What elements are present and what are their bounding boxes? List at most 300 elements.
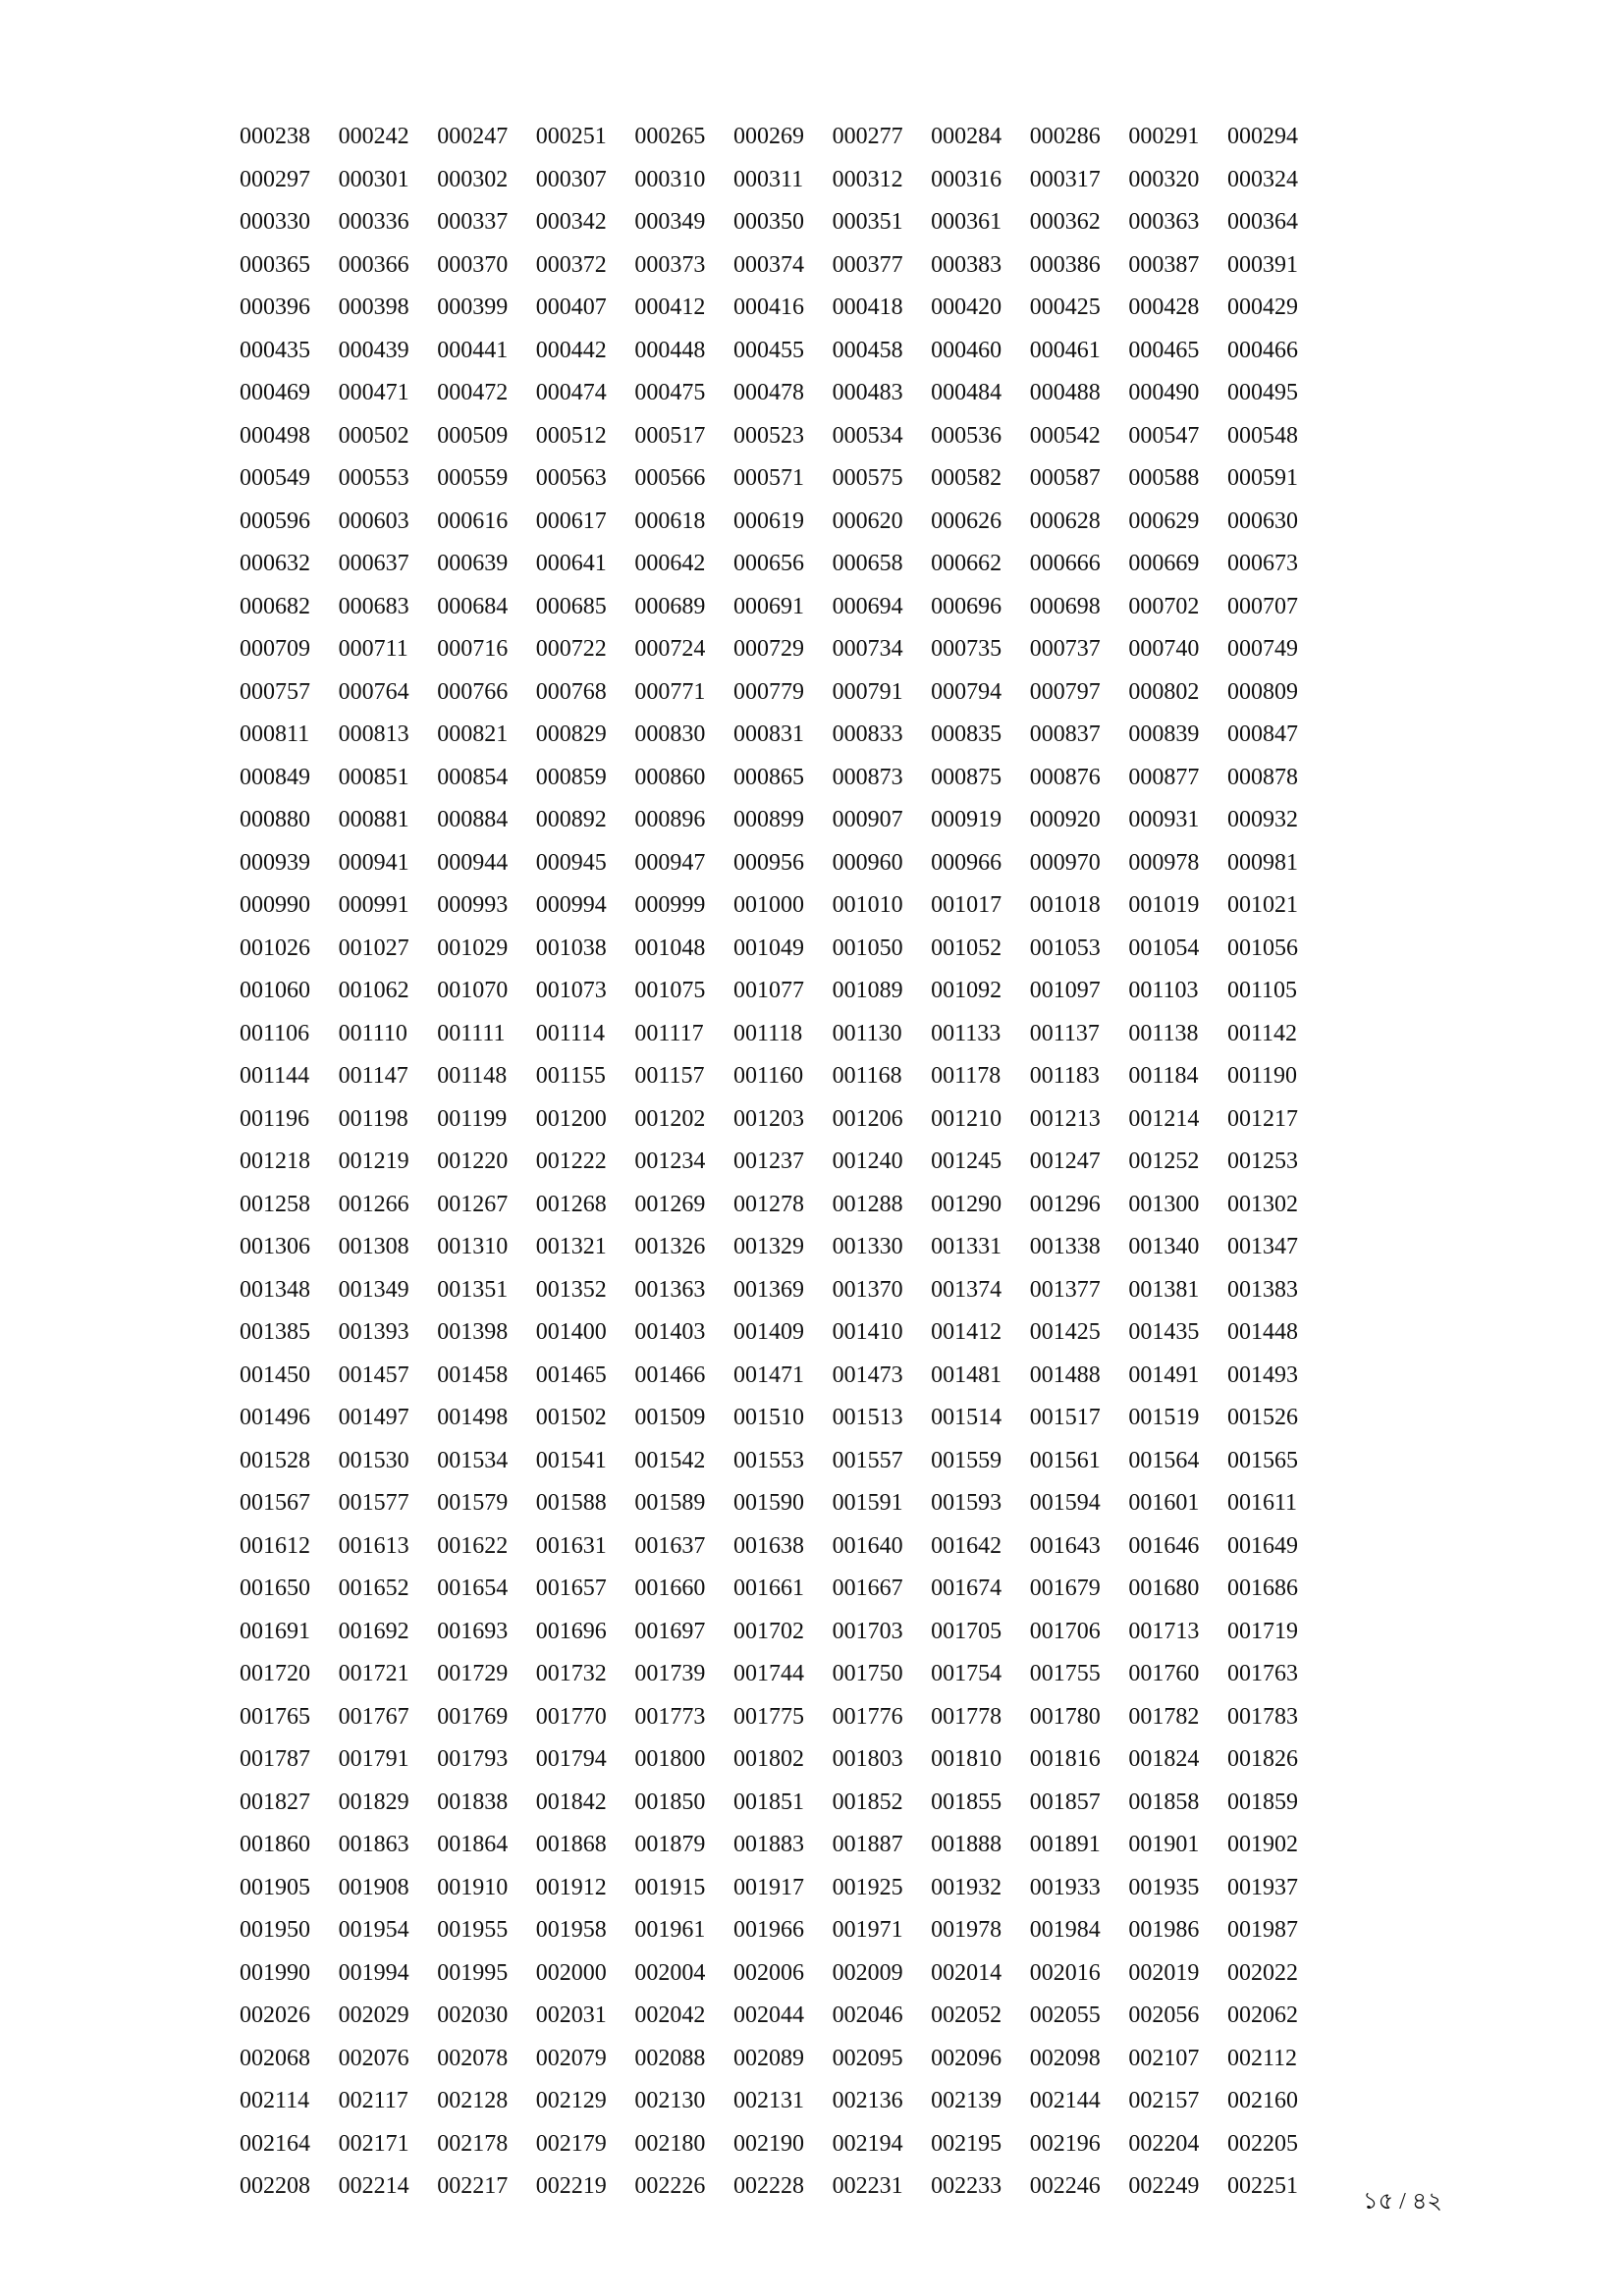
- roll-number: 001640: [832, 1532, 903, 1559]
- roll-number: 000821: [437, 721, 509, 747]
- roll-number: 001559: [931, 1447, 1002, 1473]
- roll-number: 001184: [1128, 1063, 1199, 1089]
- roll-number: 002114: [240, 2088, 310, 2113]
- roll-number: 001966: [732, 1917, 804, 1943]
- roll-number: 001403: [634, 1319, 706, 1345]
- roll-number: 000875: [931, 764, 1002, 790]
- roll-number: 000682: [240, 593, 310, 619]
- roll-number: 001481: [931, 1362, 1002, 1388]
- table-row: [240, 159, 1326, 202]
- roll-number: 000566: [634, 465, 706, 491]
- roll-number: 000342: [535, 209, 607, 235]
- roll-number: 000630: [1226, 507, 1298, 534]
- table-row: [240, 1269, 1326, 1312]
- roll-number: 000981: [1226, 849, 1298, 876]
- roll-number: 000876: [1029, 764, 1101, 790]
- roll-number: 002022: [1226, 1959, 1298, 1986]
- roll-number: 002217: [437, 2173, 509, 2199]
- roll-number: 000465: [1128, 337, 1200, 363]
- roll-number: 002004: [634, 1959, 706, 1986]
- roll-number: 000311: [732, 166, 804, 192]
- roll-number: 001858: [1128, 1789, 1200, 1815]
- roll-number: 000362: [1029, 209, 1101, 235]
- roll-number: 001541: [535, 1447, 607, 1473]
- roll-number: 001646: [1128, 1532, 1200, 1559]
- roll-number: 000724: [634, 636, 706, 662]
- roll-number: 000420: [931, 294, 1002, 320]
- roll-number: 001306: [240, 1234, 310, 1259]
- roll-number: 001351: [437, 1276, 509, 1303]
- roll-number: 001773: [634, 1703, 706, 1730]
- roll-number: 002246: [1029, 2173, 1101, 2199]
- roll-number: 001471: [732, 1362, 804, 1388]
- roll-number: 000351: [832, 209, 903, 235]
- table-row: [240, 2123, 1326, 2166]
- roll-number: 001680: [1128, 1575, 1200, 1601]
- roll-number: 000391: [1226, 251, 1298, 278]
- roll-number: 000534: [832, 422, 903, 449]
- roll-number: 000247: [437, 124, 509, 149]
- roll-number: 001978: [931, 1917, 1002, 1943]
- roll-number: 001053: [1029, 934, 1101, 961]
- table-row: [240, 1824, 1326, 1867]
- roll-number: 000603: [338, 507, 409, 534]
- roll-number: 001247: [1029, 1148, 1101, 1174]
- roll-number: 000944: [437, 849, 509, 876]
- roll-number: 002190: [732, 2130, 804, 2157]
- roll-number: 000966: [931, 849, 1002, 876]
- roll-number: 000847: [1226, 721, 1298, 747]
- roll-number: 000620: [832, 507, 903, 534]
- roll-number: 001202: [634, 1105, 706, 1132]
- roll-number: 001776: [832, 1703, 903, 1730]
- roll-number: 001010: [832, 892, 903, 918]
- table-row: [240, 2165, 1326, 2209]
- roll-number: 000851: [338, 764, 409, 790]
- table-row: [240, 1013, 1326, 1056]
- roll-number: 001409: [732, 1319, 804, 1345]
- roll-number: 001106: [240, 1020, 310, 1046]
- roll-number: 001370: [832, 1276, 903, 1303]
- roll-number: 001905: [240, 1874, 310, 1900]
- roll-number: 001912: [535, 1874, 607, 1900]
- roll-number: 000689: [634, 593, 706, 619]
- roll-number: 001642: [931, 1532, 1002, 1559]
- roll-number: 000860: [634, 764, 706, 790]
- roll-number: 001770: [535, 1703, 607, 1730]
- roll-number: 001496: [240, 1405, 310, 1430]
- roll-number: 000536: [931, 422, 1002, 449]
- roll-number: 001691: [240, 1618, 310, 1644]
- roll-number: 001842: [535, 1789, 607, 1815]
- roll-number: 000779: [732, 678, 804, 705]
- roll-number: 001118: [732, 1020, 803, 1046]
- roll-number: 001933: [1029, 1874, 1101, 1900]
- roll-number: 000350: [732, 209, 804, 235]
- roll-number: 000632: [240, 551, 310, 576]
- roll-number: 001721: [338, 1661, 409, 1686]
- roll-number: 001214: [1128, 1105, 1200, 1132]
- roll-number: 001780: [1029, 1703, 1101, 1730]
- roll-number: 001649: [1226, 1532, 1298, 1559]
- roll-number: 001142: [1226, 1020, 1298, 1046]
- roll-number: 002030: [437, 2002, 509, 2028]
- roll-number: 000238: [240, 124, 310, 149]
- roll-number: 001157: [634, 1063, 705, 1089]
- roll-number: 000628: [1029, 507, 1101, 534]
- roll-number: 000684: [437, 593, 509, 619]
- roll-number: 001393: [338, 1319, 409, 1345]
- roll-number: 001435: [1128, 1319, 1200, 1345]
- table-row: [240, 1482, 1326, 1525]
- roll-number: 000939: [240, 849, 310, 876]
- roll-number: 000626: [931, 507, 1002, 534]
- roll-number: 000512: [535, 422, 607, 449]
- table-row: [240, 1141, 1326, 1184]
- roll-number: 001200: [535, 1105, 607, 1132]
- roll-number: 000484: [931, 380, 1002, 405]
- roll-number: 001234: [634, 1148, 706, 1174]
- roll-number: 002016: [1029, 1959, 1101, 1986]
- roll-number: 001652: [338, 1575, 409, 1601]
- roll-number: 001062: [338, 978, 409, 1003]
- roll-number: 001679: [1029, 1575, 1101, 1601]
- roll-number: 000302: [437, 166, 509, 192]
- roll-number: 002179: [535, 2130, 607, 2157]
- roll-number: 001457: [338, 1362, 409, 1388]
- roll-number: 000439: [338, 337, 409, 363]
- roll-number: 001660: [634, 1575, 706, 1601]
- roll-number: 001860: [240, 1832, 310, 1857]
- roll-number: 000466: [1226, 337, 1298, 363]
- roll-number: 000455: [732, 337, 804, 363]
- roll-number: 001075: [634, 978, 706, 1003]
- roll-number: 001987: [1226, 1917, 1298, 1943]
- roll-number: 000370: [437, 251, 509, 278]
- roll-number: 002076: [338, 2045, 409, 2071]
- roll-number: 001706: [1029, 1618, 1101, 1644]
- roll-number: 000383: [931, 251, 1002, 278]
- roll-number: 000349: [634, 209, 706, 235]
- roll-number: 001579: [437, 1490, 509, 1516]
- roll-number: 001674: [931, 1575, 1002, 1601]
- roll-number: 000425: [1029, 294, 1101, 320]
- table-row: [240, 116, 1326, 159]
- roll-number: 000839: [1128, 721, 1200, 747]
- roll-number: 000364: [1226, 209, 1298, 235]
- roll-number: 001148: [437, 1063, 508, 1089]
- roll-number: 001561: [1029, 1447, 1101, 1473]
- roll-number: 001385: [240, 1319, 310, 1345]
- roll-number: 002178: [437, 2130, 509, 2157]
- roll-number: 002130: [634, 2088, 706, 2113]
- roll-number: 001594: [1029, 1490, 1101, 1516]
- roll-number: 000749: [1226, 636, 1298, 662]
- roll-number: 001465: [535, 1362, 607, 1388]
- roll-number: 001787: [240, 1746, 310, 1772]
- roll-number: 000892: [535, 807, 607, 832]
- roll-number: 001330: [832, 1234, 903, 1259]
- roll-number: 000642: [634, 551, 706, 576]
- roll-number: 000509: [437, 422, 509, 449]
- roll-number: 002171: [338, 2130, 409, 2157]
- roll-number: 000833: [832, 721, 903, 747]
- roll-number: 001497: [338, 1405, 409, 1430]
- roll-number: 000735: [931, 636, 1002, 662]
- roll-number: 001114: [535, 1020, 605, 1046]
- roll-number: 001458: [437, 1362, 509, 1388]
- roll-number: 001321: [535, 1234, 607, 1259]
- roll-number: 000374: [732, 251, 804, 278]
- roll-number: 001296: [1029, 1191, 1101, 1217]
- roll-number: 001310: [437, 1234, 509, 1259]
- roll-number: 001986: [1128, 1917, 1200, 1943]
- roll-number: 000472: [437, 380, 509, 405]
- roll-number: 000372: [535, 251, 607, 278]
- roll-number: 001278: [732, 1191, 804, 1217]
- roll-number: 001696: [535, 1618, 607, 1644]
- roll-number: 001778: [931, 1703, 1002, 1730]
- roll-number: 002144: [1029, 2088, 1101, 2113]
- roll-number: 002226: [634, 2173, 706, 2199]
- table-row: [240, 970, 1326, 1013]
- roll-number: 000617: [535, 507, 607, 534]
- roll-number: 002068: [240, 2045, 310, 2071]
- roll-number: 000919: [931, 807, 1002, 832]
- roll-number: 001891: [1029, 1832, 1101, 1857]
- roll-number: 000291: [1128, 124, 1200, 149]
- roll-number: 002117: [338, 2088, 408, 2113]
- roll-number: 000460: [931, 337, 1002, 363]
- roll-number: 000766: [437, 678, 509, 705]
- roll-number: 001213: [1029, 1105, 1101, 1132]
- roll-number: 001591: [832, 1490, 903, 1516]
- roll-number: 000637: [338, 551, 409, 576]
- roll-number: 002014: [931, 1959, 1002, 1986]
- roll-number: 000286: [1029, 124, 1101, 149]
- roll-number: 001302: [1226, 1191, 1298, 1217]
- roll-number: 001864: [437, 1832, 509, 1857]
- roll-number: 000396: [240, 294, 310, 320]
- roll-number: 000596: [240, 507, 310, 534]
- roll-number: 000297: [240, 166, 310, 192]
- roll-number: 000307: [535, 166, 607, 192]
- roll-number: 000418: [832, 294, 903, 320]
- roll-number: 001018: [1029, 892, 1101, 918]
- roll-number: 001178: [931, 1063, 1001, 1089]
- roll-number: 001110: [338, 1020, 407, 1046]
- roll-number: 001137: [1029, 1020, 1100, 1046]
- roll-number: 000662: [931, 551, 1002, 576]
- roll-number: 000694: [832, 593, 903, 619]
- roll-number: 001253: [1226, 1148, 1298, 1174]
- roll-number: 002128: [437, 2088, 509, 2113]
- roll-number: 001697: [634, 1618, 706, 1644]
- roll-number: 002062: [1226, 2002, 1298, 2028]
- roll-number: 000284: [931, 124, 1002, 149]
- roll-number: 000673: [1226, 551, 1298, 576]
- roll-number: 001491: [1128, 1362, 1200, 1388]
- roll-number: 000498: [240, 422, 310, 449]
- roll-number: 000320: [1128, 166, 1200, 192]
- roll-number: 001206: [832, 1105, 903, 1132]
- roll-number: 000722: [535, 636, 607, 662]
- roll-number: 001473: [832, 1362, 903, 1388]
- roll-number: 001994: [338, 1959, 409, 1986]
- roll-number: 001534: [437, 1447, 509, 1473]
- roll-number: 001937: [1226, 1874, 1298, 1900]
- roll-number: 000702: [1128, 593, 1200, 619]
- roll-number: 000999: [634, 892, 706, 918]
- roll-number: 000947: [634, 849, 706, 876]
- roll-number: 001775: [732, 1703, 804, 1730]
- roll-number: 001130: [832, 1020, 902, 1046]
- roll-number: 000707: [1226, 593, 1298, 619]
- roll-number: 001950: [240, 1917, 310, 1943]
- roll-number: 001589: [634, 1490, 706, 1516]
- roll-number: 001190: [1226, 1063, 1298, 1089]
- roll-number: 001593: [931, 1490, 1002, 1516]
- roll-number: 001017: [931, 892, 1002, 918]
- roll-number: 000757: [240, 678, 310, 705]
- roll-number: 001111: [437, 1020, 506, 1046]
- roll-number: 000488: [1029, 380, 1101, 405]
- roll-number: 001750: [832, 1661, 903, 1686]
- roll-number: 000813: [338, 721, 409, 747]
- roll-number: 002046: [832, 2002, 903, 2028]
- roll-number: 000907: [832, 807, 903, 832]
- roll-number: 001027: [338, 934, 409, 961]
- roll-number: 000269: [732, 124, 804, 149]
- roll-number: 001612: [240, 1532, 310, 1559]
- table-row: [240, 2080, 1326, 2123]
- table-row: [240, 201, 1326, 244]
- table-row: [240, 799, 1326, 842]
- table-row: [240, 2038, 1326, 2081]
- roll-number: 001720: [240, 1661, 310, 1686]
- roll-number: 002195: [931, 2130, 1002, 2157]
- roll-number: 000363: [1128, 209, 1200, 235]
- roll-number: 001377: [1029, 1276, 1101, 1303]
- roll-number: 001838: [437, 1789, 509, 1815]
- roll-number: 000559: [437, 465, 509, 491]
- roll-number: 001056: [1226, 934, 1298, 961]
- roll-number: 001827: [240, 1789, 310, 1815]
- roll-number: 000571: [732, 465, 804, 491]
- roll-number: 000941: [338, 849, 409, 876]
- roll-number: 001765: [240, 1703, 310, 1730]
- roll-number: 000993: [437, 892, 509, 918]
- roll-number: 000994: [535, 892, 607, 918]
- roll-number: 000865: [732, 764, 804, 790]
- roll-number: 001381: [1128, 1276, 1200, 1303]
- table-row: [240, 757, 1326, 800]
- roll-number: 002098: [1029, 2045, 1101, 2071]
- roll-number: 001466: [634, 1362, 706, 1388]
- roll-number: 000764: [338, 678, 409, 705]
- roll-number: 001961: [634, 1917, 706, 1943]
- roll-number: 000899: [732, 807, 804, 832]
- table-row: [240, 1995, 1326, 2038]
- roll-number: 000696: [931, 593, 1002, 619]
- roll-number: 000588: [1128, 465, 1200, 491]
- roll-number: 001601: [1128, 1490, 1200, 1516]
- roll-number: 000618: [634, 507, 706, 534]
- roll-number: 000591: [1226, 465, 1298, 491]
- roll-number: 001502: [535, 1405, 607, 1430]
- roll-number: 001252: [1128, 1148, 1200, 1174]
- table-row: [240, 1653, 1326, 1696]
- roll-number: 000471: [338, 380, 409, 405]
- table-row: [240, 884, 1326, 928]
- roll-number: 001793: [437, 1746, 509, 1772]
- roll-number: 000791: [832, 678, 903, 705]
- roll-number: 002139: [931, 2088, 1002, 2113]
- roll-number: 001643: [1029, 1532, 1101, 1559]
- roll-number: 001000: [732, 892, 804, 918]
- roll-number: 000399: [437, 294, 509, 320]
- roll-number: 000495: [1226, 380, 1298, 405]
- roll-number: 001984: [1029, 1917, 1101, 1943]
- roll-number: 001577: [338, 1490, 409, 1516]
- roll-number: 001488: [1029, 1362, 1101, 1388]
- table-row: [240, 1867, 1326, 1910]
- roll-number: 001588: [535, 1490, 607, 1516]
- roll-number: 001692: [338, 1618, 409, 1644]
- roll-number: 002029: [338, 2002, 409, 2028]
- roll-number: 001052: [931, 934, 1002, 961]
- roll-number: 002219: [535, 2173, 607, 2199]
- roll-number: 001117: [634, 1020, 704, 1046]
- roll-number: 002089: [732, 2045, 804, 2071]
- page-number: ১৫ / ৪২: [1363, 2189, 1442, 2215]
- roll-number: 001425: [1029, 1319, 1101, 1345]
- roll-number: 000547: [1128, 422, 1200, 449]
- roll-number: 000294: [1226, 124, 1298, 149]
- roll-number: 000435: [240, 337, 310, 363]
- roll-number: 001210: [931, 1105, 1002, 1132]
- roll-number: 001268: [535, 1191, 607, 1217]
- roll-number: 001826: [1226, 1746, 1298, 1772]
- roll-number: 000831: [732, 721, 804, 747]
- roll-number: 001196: [240, 1105, 310, 1132]
- roll-number: 001038: [535, 934, 607, 961]
- roll-number: 002000: [535, 1959, 607, 1986]
- roll-number: 000835: [931, 721, 1002, 747]
- roll-number: 001915: [634, 1874, 706, 1900]
- roll-number: 001971: [832, 1917, 903, 1943]
- roll-number: 001879: [634, 1832, 706, 1857]
- roll-number: 001338: [1029, 1234, 1101, 1259]
- roll-number: 000884: [437, 807, 509, 832]
- roll-number: 002157: [1128, 2088, 1200, 2113]
- roll-number: 001054: [1128, 934, 1200, 961]
- roll-number: 000873: [832, 764, 903, 790]
- roll-number: 001329: [732, 1234, 804, 1259]
- roll-number: 000666: [1029, 551, 1101, 576]
- roll-number: 001667: [832, 1575, 903, 1601]
- roll-number: 001613: [338, 1532, 409, 1559]
- roll-number: 001955: [437, 1917, 509, 1943]
- roll-number: 001932: [931, 1874, 1002, 1900]
- roll-number: 001073: [535, 978, 607, 1003]
- roll-number: 001553: [732, 1447, 804, 1473]
- roll-number: 001060: [240, 978, 310, 1003]
- roll-number: 001220: [437, 1148, 509, 1174]
- roll-number: 001089: [832, 978, 903, 1003]
- roll-number: 000639: [437, 551, 509, 576]
- roll-number: 001288: [832, 1191, 903, 1217]
